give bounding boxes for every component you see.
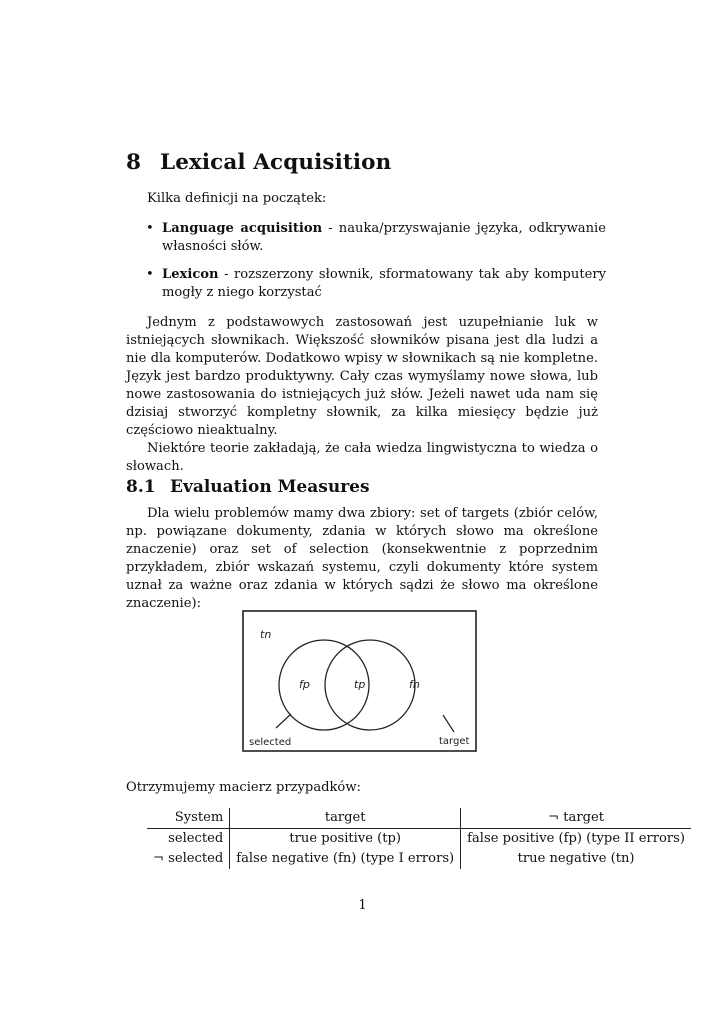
- section-title-text: Lexical Acquisition: [160, 150, 392, 175]
- table-cell: false negative (fn) (type I errors): [230, 849, 461, 869]
- confusion-matrix: [147, 808, 691, 869]
- table-row: [147, 849, 691, 869]
- bullet-term: Lexicon: [162, 267, 219, 282]
- page-number: 1: [358, 898, 367, 913]
- label-fp: fp: [299, 678, 310, 691]
- bullet-item: [146, 220, 606, 256]
- table-row: [147, 829, 691, 850]
- table-cell: ¬ selected: [153, 851, 224, 866]
- bullet-dot: •: [146, 267, 154, 282]
- paragraph: Niektóre teorie zakładają, że cała wiedza lingwistyczna to wiedza o słowach.: [126, 441, 598, 474]
- body-paragraphs: [126, 314, 598, 476]
- intro-text: Kilka definicji na początek:: [147, 191, 327, 206]
- table-cell: selected: [168, 831, 224, 846]
- selected-pointer: [276, 714, 291, 728]
- table-header-row: [147, 808, 691, 829]
- target-circle: [325, 640, 415, 730]
- venn-diagram: [240, 608, 480, 754]
- subsection-title: [126, 477, 370, 497]
- label-tp: tp: [354, 678, 366, 691]
- bullet-text: - nauka/przyswajanie języka, odkrywanie własności słów.: [162, 221, 606, 254]
- subsection-number: 8.1: [126, 477, 156, 497]
- table-header: System: [147, 808, 230, 829]
- label-selected: selected: [249, 737, 292, 748]
- bullet-term: Language acquisition: [162, 221, 323, 236]
- bullet-item: [146, 266, 606, 302]
- bullet-dot: •: [146, 221, 154, 236]
- table-header: ¬ target: [461, 808, 691, 829]
- label-tn: tn: [260, 628, 272, 641]
- table-cell: true positive (tp): [230, 829, 461, 850]
- paragraph: Jednym z podstawowych zastosowań jest uzupełnianie luk w istniejących słownikach. Większość słowników pisana jest dla ludzi a nie dla komputerów. Dodatkowo wpisy w słownikach są nie kompletne. Język jest bardzo produktywny. Cały czas wymyślamy nowe słowa, lub nowe zastosowania do istniejących już słów. Jeżeli nawet uda nam się dzisiaj stworzyć kompletny słownik, za kilka miesięcy będzie już częściowo nieaktualny.: [126, 315, 598, 438]
- bullet-text: - rozszerzony słownik, sformatowany tak aby komputery mogły z niego korzystać: [162, 267, 606, 300]
- target-pointer: [443, 715, 454, 732]
- label-target: target: [439, 736, 470, 747]
- table-cell: true negative (tn): [461, 849, 691, 869]
- paragraph: Dla wielu problemów mamy dwa zbiory: set of targets (zbiór celów, np. powiązane dokumenty, zdania w których słowo ma określone znaczenie) oraz set of selection (konsekwentnie z poprzednim przykładem, zbiór wskazań systemu, czyli dokumenty które system uznał za ważne oraz zdania w których sądzi że słowo ma określone znaczenie):: [126, 506, 598, 611]
- section-title: [126, 150, 391, 175]
- table-header: target: [230, 808, 461, 829]
- section-number: 8: [126, 150, 142, 175]
- subsection-paragraph: [126, 505, 598, 613]
- subsection-title-text: Evaluation Measures: [170, 477, 370, 497]
- table-cell: false positive (fp) (type II errors): [461, 829, 691, 850]
- label-fn: fn: [409, 678, 420, 691]
- matrix-intro: Otrzymujemy macierz przypadków:: [126, 780, 361, 795]
